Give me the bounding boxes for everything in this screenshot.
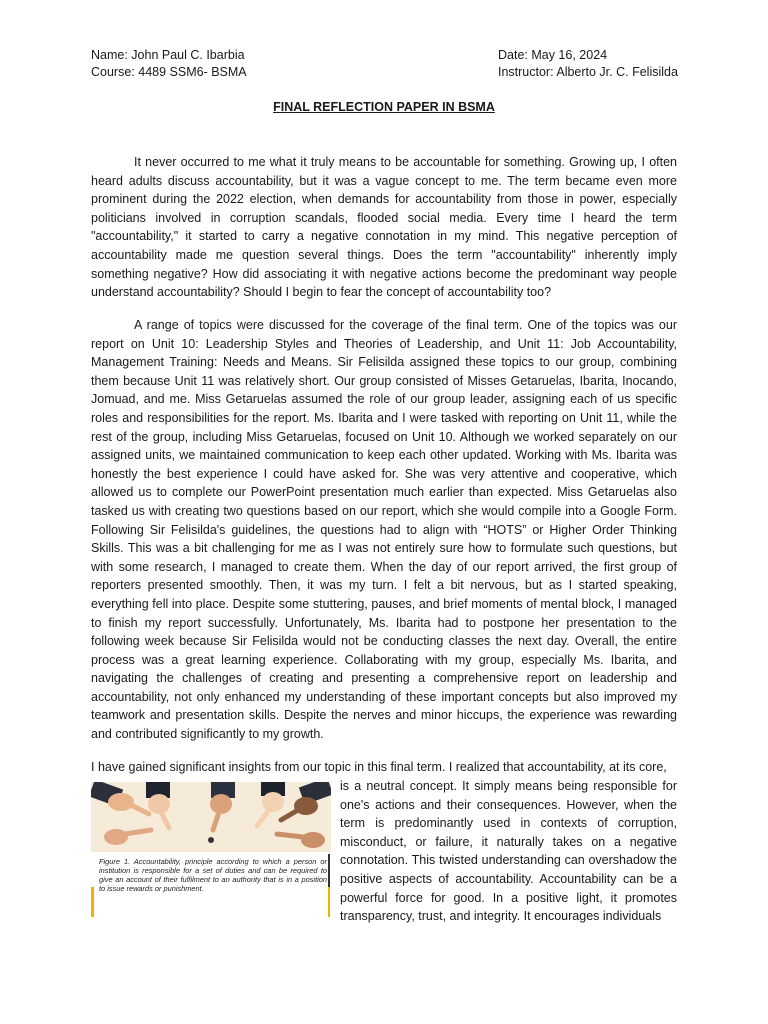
caption-accent-bar-right [328, 887, 330, 917]
paragraph-1-text: It never occurred to me what it truly means to be accountable for something. Growing up, I often heard adults discuss accountability, but it was a vague concept to me. The term became even more prominent during the 2022 election, when demands for accountability from those in power, especially politicians involved in corruption scandals, flooded social media. Every time I heard the term "accountability," it started to carry a negative connotation in my mind. This negative perception of accountability made me question several things. Does the term "accountability" inherently imply something negative? How did associating it with negative actions become the predominant way people understand accountability? Should I begin to fear the concept of accountability too? [91, 155, 677, 300]
header-right [498, 47, 678, 80]
header-left [91, 47, 247, 80]
instructor-info: Instructor: Alberto Jr. C. Felisilda [498, 64, 678, 79]
paragraph-3-wrap: is a neutral concept. It simply means being responsible for one's actions and their consequences. However, when the term is predominantly used in contexts of corruption, misconduct, or failure, it naturally takes on a negative connotation. This twisted understanding can overshadow the positive aspects of accountability. Accountability can be a powerful force for good. In a positive light, it promotes transparency, trust, and integrity. It encourages individuals [340, 779, 677, 924]
course-info: Course: 4489 SSM6- BSMA [91, 64, 247, 79]
paragraph-2-text: A range of topics were discussed for the coverage of the final term. One of the topics was our report on Unit 10: Leadership Styles and Theories of Leadership, and Unit 11: Job Accountability, Management Training: Needs and Means. Sir Felisilda assigned these topics to our group, combining them because Unit 11 was relatively short. Our group consisted of Misses Getaruelas, Ibarita, Inocando, Jomuad, and me. Miss Getaruelas assumed the role of our group leader, assigning each of us specific roles and responsibilities for the report. Ms. Ibarita and I were tasked with reporting on Unit 11, while the rest of the group, including Miss Getaruelas, focused on Unit 10. Although we worked separately on our assigned units, we maintained communication to keep each other updated. Working with Ms. Ibarita was honestly the best experience I could have asked for. She was very attentive and cooperative, which allowed us to complete our PowerPoint presentation much earlier than expected. Miss Getaruelas also tasked us with creating two questions based on our report, which she would compile into a Google Form. Following Sir Felisilda's guidelines, the questions had to align with “HOTS” or Higher Order Thinking Skills. This was a bit challenging for me as I was not entirely sure how to formulate such questions, but with some research, I managed to create them. When the day of our report arrived, the first group of reporters presented smoothly. Then, it was my turn. I felt a bit nervous, but as I started speaking, everything fell into place. Despite some stuttering, pauses, and brief moments of mental block, I managed to finish my report successfully. Unfortunately, Ms. Ibarita had to postpone her presentation to the following week because Sir Felisilda would not be conducting classes the next day. Overall, the entire process was a great learning experience. Collaborating with my group, especially Ms. Ibarita, and navigating the challenges of creating and presenting a comprehensive report on leadership and accountability, not only enhanced my understanding of these important concepts but also improved my teamwork and presentation skills. Despite the nerves and minor hiccups, the experience was rewarding and contributed significantly to my growth. [91, 318, 677, 742]
pointing-hands-illustration-icon [91, 782, 331, 852]
page-title: FINAL REFLECTION PAPER IN BSMA [273, 100, 495, 114]
paragraph-3-lead: I have gained significant insights from our topic in this final term. I realized that accountability, at its core, [91, 760, 667, 774]
caption-accent-bar [91, 887, 94, 917]
date-info: Date: May 16, 2024 [498, 48, 608, 62]
student-name: Name: John Paul C. Ibarbia [91, 48, 245, 62]
paragraph-2 [91, 316, 677, 744]
figure-caption: Figure 1. Accountability, principle according to which a person or institution is responsible for a set of duties and can be required to give an account of their fulfilment to an authority that is in a position to issue rewards or punishment. [91, 854, 333, 896]
paragraph-1 [91, 153, 677, 302]
figure-1 [91, 782, 331, 922]
